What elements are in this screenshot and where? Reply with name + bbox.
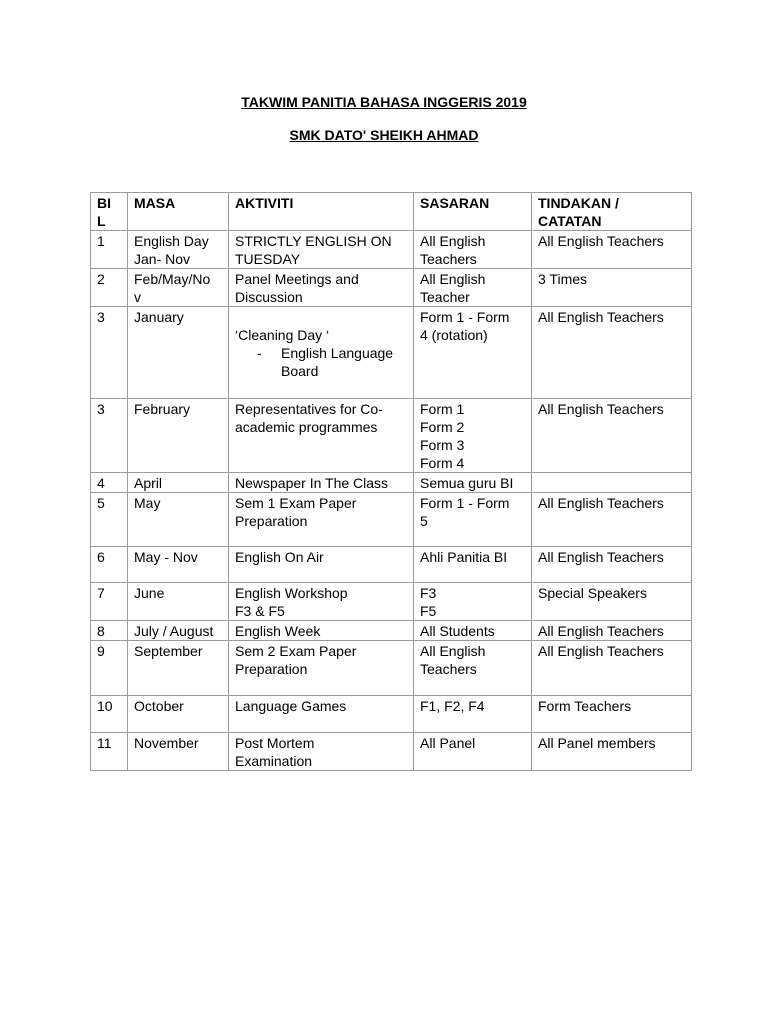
cell-bil: 8	[91, 621, 128, 641]
cell-masa: May	[128, 493, 229, 547]
cell-masa: September	[128, 641, 229, 696]
cell-aktiviti: Sem 1 Exam Paper Preparation	[229, 493, 414, 547]
document-title: TAKWIM PANITIA BAHASA INGGERIS 2019	[241, 94, 527, 110]
cell-masa: January	[128, 307, 229, 399]
cell-tindakan: All English Teachers	[532, 493, 692, 547]
cell-tindakan: All English Teachers	[532, 547, 692, 583]
cell-aktiviti: Representatives for Co- academic programmes	[229, 399, 414, 473]
cell-tindakan: All English Teachers	[532, 399, 692, 473]
cell-tindakan: Special Speakers	[532, 583, 692, 621]
school-name: SMK DATO' SHEIKH AHMAD	[289, 127, 479, 143]
cell-aktiviti	[229, 307, 414, 399]
cell-aktiviti: Sem 2 Exam Paper Preparation	[229, 641, 414, 696]
cell-aktiviti: Language Games	[229, 696, 414, 733]
cell-masa: July / August	[128, 621, 229, 641]
table-row	[91, 231, 692, 269]
cell-sasaran: Form 1 Form 2 Form 3 Form 4	[414, 399, 532, 473]
table-row	[91, 583, 692, 621]
table-row	[91, 493, 692, 547]
table-row	[91, 696, 692, 733]
cell-tindakan	[532, 473, 692, 493]
table-row	[91, 621, 692, 641]
cell-tindakan: All Panel members	[532, 733, 692, 771]
cell-bil: 2	[91, 269, 128, 307]
schedule-table	[90, 192, 692, 771]
cell-masa: April	[128, 473, 229, 493]
cell-aktiviti-main: ‘Cleaning Day ‘	[235, 327, 330, 343]
cell-sasaran: F3 F5	[414, 583, 532, 621]
cell-sasaran: All Students	[414, 621, 532, 641]
cell-aktiviti-subitem: - English Language Board	[235, 344, 407, 380]
cell-aktiviti: English On Air	[229, 547, 414, 583]
table-row	[91, 641, 692, 696]
table-row	[91, 269, 692, 307]
table-row	[91, 547, 692, 583]
header-tindakan: TINDAKAN / CATATAN	[532, 193, 692, 231]
cell-aktiviti: STRICTLY ENGLISH ON TUESDAY	[229, 231, 414, 269]
cell-masa: November	[128, 733, 229, 771]
cell-bil: 6	[91, 547, 128, 583]
cell-masa: May - Nov	[128, 547, 229, 583]
header-aktiviti: AKTIVITI	[229, 193, 414, 231]
header-bil: BI L	[91, 193, 128, 231]
cell-bil: 7	[91, 583, 128, 621]
cell-bil: 10	[91, 696, 128, 733]
table-header-row	[91, 193, 692, 231]
cell-bil: 1	[91, 231, 128, 269]
cell-sasaran: F1, F2, F4	[414, 696, 532, 733]
cell-aktiviti: Post Mortem Examination	[229, 733, 414, 771]
cell-sasaran: Ahli Panitia BI	[414, 547, 532, 583]
table-row	[91, 733, 692, 771]
cell-masa: February	[128, 399, 229, 473]
cell-tindakan: All English Teachers	[532, 621, 692, 641]
cell-bil: 4	[91, 473, 128, 493]
cell-sasaran: All Panel	[414, 733, 532, 771]
cell-masa: English Day Jan- Nov	[128, 231, 229, 269]
cell-sasaran: Form 1 - Form 5	[414, 493, 532, 547]
header-sasaran: SASARAN	[414, 193, 532, 231]
cell-tindakan: All English Teachers	[532, 231, 692, 269]
table-row	[91, 473, 692, 493]
cell-masa: October	[128, 696, 229, 733]
cell-sasaran: All English Teacher	[414, 269, 532, 307]
cell-aktiviti: English Week	[229, 621, 414, 641]
cell-tindakan: Form Teachers	[532, 696, 692, 733]
cell-sasaran: Semua guru BI	[414, 473, 532, 493]
cell-sasaran: All English Teachers	[414, 641, 532, 696]
table-row	[91, 399, 692, 473]
cell-bil: 5	[91, 493, 128, 547]
cell-bil: 9	[91, 641, 128, 696]
cell-masa: June	[128, 583, 229, 621]
cell-aktiviti: Newspaper In The Class	[229, 473, 414, 493]
cell-tindakan: All English Teachers	[532, 307, 692, 399]
header-masa: MASA	[128, 193, 229, 231]
cell-tindakan: 3 Times	[532, 269, 692, 307]
cell-bil: 3	[91, 307, 128, 399]
cell-bil: 3	[91, 399, 128, 473]
cell-aktiviti: English Workshop F3 & F5	[229, 583, 414, 621]
cell-masa: Feb/May/No v	[128, 269, 229, 307]
cell-tindakan: All English Teachers	[532, 641, 692, 696]
cell-sasaran: All English Teachers	[414, 231, 532, 269]
cell-aktiviti: Panel Meetings and Discussion	[229, 269, 414, 307]
table-row	[91, 307, 692, 399]
cell-bil: 11	[91, 733, 128, 771]
cell-sasaran: Form 1 - Form 4 (rotation)	[414, 307, 532, 399]
